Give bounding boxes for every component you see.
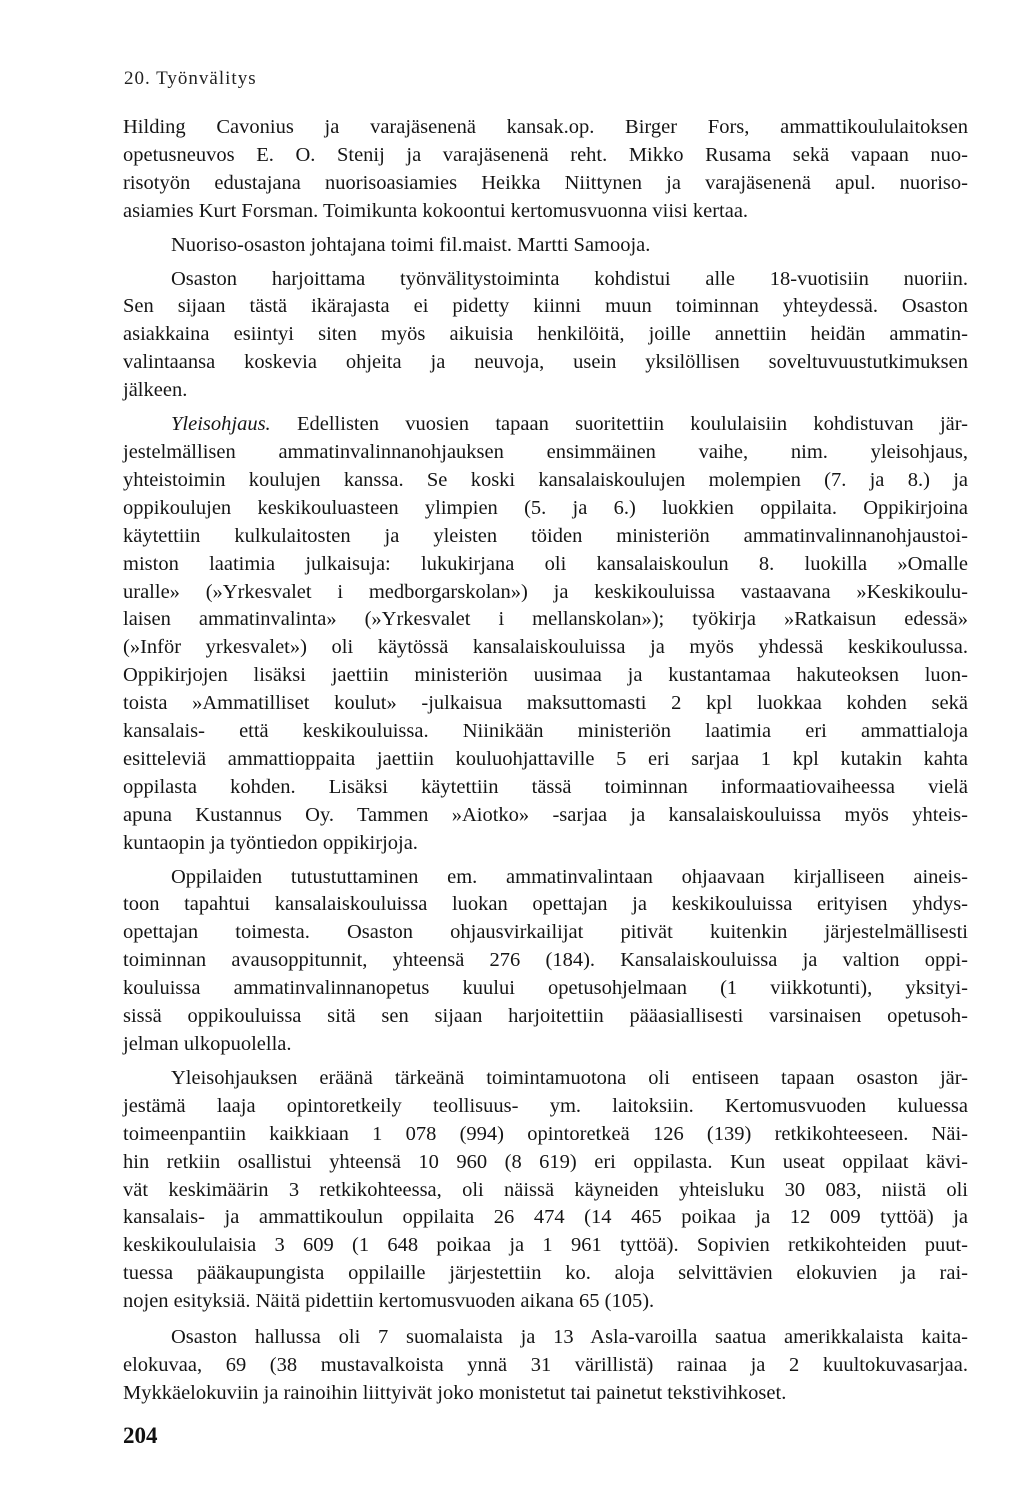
paragraph bbox=[123, 1324, 968, 1408]
text-line: nojen esityksiä. Näitä pidettiin kertomusvuoden aikana 65 (105). bbox=[123, 1290, 655, 1313]
paragraph bbox=[123, 411, 968, 858]
body-text bbox=[123, 114, 968, 1414]
text-line: oppikoulujen keskikouluasteen ylimpien (5. ja 6.) luokkien oppilaita. Oppikirjoina bbox=[123, 496, 968, 519]
text-line: Oppilaiden tutustuttaminen em. ammatinvalintaan ohjaavaan kirjalliseen aineis- bbox=[171, 865, 968, 888]
text-line: jestämä laaja opintoretkeily teollisuus- ym. laitoksiin. Kertomusvuoden kuluessa bbox=[123, 1094, 968, 1117]
text-line: jelman ulkopuolella. bbox=[123, 1033, 292, 1055]
text-line: keskikoululaisia 3 609 (1 648 poikaa ja 1 961 tyttöä). Sopivien retkikohteiden puut- bbox=[123, 1234, 968, 1257]
text-line: Oppikirjojen lisäksi jaettiin ministeriön uusimaa ja kustantamaa hakuteoksen luon- bbox=[123, 664, 968, 687]
paragraph bbox=[123, 114, 968, 226]
page-number: 204 bbox=[123, 1423, 158, 1448]
running-head: 20. Työnvälitys bbox=[124, 68, 257, 89]
text-line: tuessa pääkaupungista oppilaille järjestettiin ko. aloja selvittävien elokuvien ja rai- bbox=[123, 1262, 968, 1285]
text-line: toiminnan avausoppitunnit, yhteensä 276 (184). Kansalaiskouluissa ja valtion oppi- bbox=[123, 949, 968, 972]
text-line: sissä oppikouluissa sitä sen sijaan harjoitettiin pääasiallisesti varsinaisen opetusoh- bbox=[123, 1005, 968, 1028]
text-line: laisen ammatinvalinta» (»Yrkesvalet i mellanskolan»); työkirja »Ratkaisun edessä» bbox=[123, 608, 968, 631]
text-line: toimeenpantiin kaikkiaan 1 078 (994) opintoretkeä 126 (139) retkikohteeseen. Näi- bbox=[123, 1122, 968, 1145]
text-line: valintaansa koskevia ohjeita ja neuvoja, usein yksilöllisen soveltuvuustutkimuksen bbox=[123, 351, 968, 374]
paragraph bbox=[123, 864, 968, 1059]
text-line-content: Edellisten vuosien tapaan suoritettiin koululaisiin kohdistuvan jär- bbox=[270, 413, 968, 436]
text-line: elokuvaa, 69 (38 mustavalkoista ynnä 31 värillistä) rainaa ja 2 kuultokuvasarjaa. bbox=[123, 1353, 968, 1376]
text-line: vät keskimäärin 3 retkikohteessa, oli näissä käyneiden yhteisluku 30 083, niistä oli bbox=[123, 1178, 968, 1201]
paragraph bbox=[123, 266, 968, 406]
text-line: opetusneuvos E. O. Stenij ja varajäsenenä reht. Mikko Rusama sekä vapaan nuo- bbox=[123, 143, 968, 166]
text-line: esitteleviä ammattioppaita jaettiin kouluohjattaville 5 eri sarjaa 1 kpl kutakin kahta bbox=[123, 747, 968, 770]
text-line: kouluissa ammatinvalinnanopetus kuului opetusohjelmaan (1 viikkotunti), yksityi- bbox=[123, 977, 968, 1000]
text-line: opettajan toimesta. Osaston ohjausvirkailijat pitivät kuitenkin järjestelmällisesti bbox=[123, 921, 968, 944]
text-line: jälkeen. bbox=[123, 379, 188, 402]
text-line: Nuoriso-osaston johtajana toimi fil.maist. Martti Samooja. bbox=[171, 233, 651, 256]
text-line: (»Inför yrkesvalet») oli käytössä kansalaiskouluissa ja myös yhdessä keskikoulussa. bbox=[123, 636, 968, 659]
text-line bbox=[123, 411, 968, 439]
text-line: Yleisohjauksen eräänä tärkeänä toimintamuotona oli entiseen tapaan osaston jär- bbox=[171, 1066, 968, 1089]
text-line: käytettiin kulkulaitosten ja yleisten töiden ministeriön ammatinvalinnanohjaustoi- bbox=[123, 524, 968, 547]
paragraph bbox=[123, 232, 968, 260]
text-line: toista »Ammatilliset koulut» -julkaisua maksuttomasti 2 kpl luokkaa kohden sekä bbox=[123, 692, 968, 715]
paragraph-lead-heading: Yleisohjaus. bbox=[171, 413, 271, 436]
text-line: kansalais- että keskikouluissa. Niinikään ministeriön laatimia eri ammattialoja bbox=[123, 720, 968, 743]
text-line: uralle» (»Yrkesvalet i medborgarskolan») ja keskikouluissa vastaavana »Keskikoulu- bbox=[123, 580, 968, 603]
paragraph bbox=[123, 1065, 968, 1316]
text-line: oppilasta kohden. Lisäksi käytettiin tässä toiminnan informaatiovaiheessa vielä bbox=[123, 775, 968, 798]
text-line: apuna Kustannus Oy. Tammen »Aiotko» -sarjaa ja kansalaiskouluissa myös yhteis- bbox=[123, 803, 968, 826]
text-line: kansalais- ja ammattikoulun oppilaita 26 474 (14 465 poikaa ja 12 009 tyttöä) ja bbox=[123, 1206, 968, 1229]
text-line: miston laatimia julkaisuja: lukukirjana oli kansalaiskoulun 8. luokilla »Omalle bbox=[123, 552, 968, 575]
text-line: Osaston harjoittama työnvälitystoiminta kohdistui alle 18-vuotisiin nuoriin. bbox=[171, 267, 968, 290]
text-line: Sen sijaan tästä ikärajasta ei pidetty kiinni muun toiminnan yhteydessä. Osaston bbox=[123, 295, 968, 318]
text-line: risotyön edustajana nuorisoasiamies Heikka Niittynen ja varajäsenenä apul. nuoriso- bbox=[123, 171, 968, 194]
text-line: Mykkäelokuviin ja rainoihin liittyivät joko monistetut tai painetut tekstivihkoset. bbox=[123, 1381, 787, 1404]
text-line: jestelmällisen ammatinvalinnanohjauksen ensimmäinen vaihe, nim. yleisohjaus, bbox=[123, 440, 968, 463]
text-line: hin retkiin osallistui yhteensä 10 960 (8 619) eri oppilasta. Kun useat oppilaat kävi- bbox=[123, 1150, 968, 1173]
text-line: Hilding Cavonius ja varajäsenenä kansak.op. Birger Fors, ammattikoululaitoksen bbox=[123, 116, 968, 138]
text-line: kuntaopin ja työntiedon oppikirjoja. bbox=[123, 831, 418, 854]
text-line: asiamies Kurt Forsman. Toimikunta kokoontui kertomusvuonna viisi kertaa. bbox=[123, 199, 749, 222]
text-line: yhteistoimin koulujen kanssa. Se koski kansalaiskoulujen molempien (7. ja 8.) ja bbox=[123, 468, 968, 491]
text-line: asiakkaina esiintyi siten myös aikuisia henkilöitä, joille annettiin heidän ammatin- bbox=[123, 323, 968, 346]
text-line: toon tapahtui kansalaiskouluissa luokan opettajan ja keskikouluissa erityisen yhdys- bbox=[123, 893, 968, 916]
text-line: Osaston hallussa oli 7 suomalaista ja 13 Asla-varoilla saatua amerikkalaista kaita- bbox=[171, 1326, 968, 1349]
